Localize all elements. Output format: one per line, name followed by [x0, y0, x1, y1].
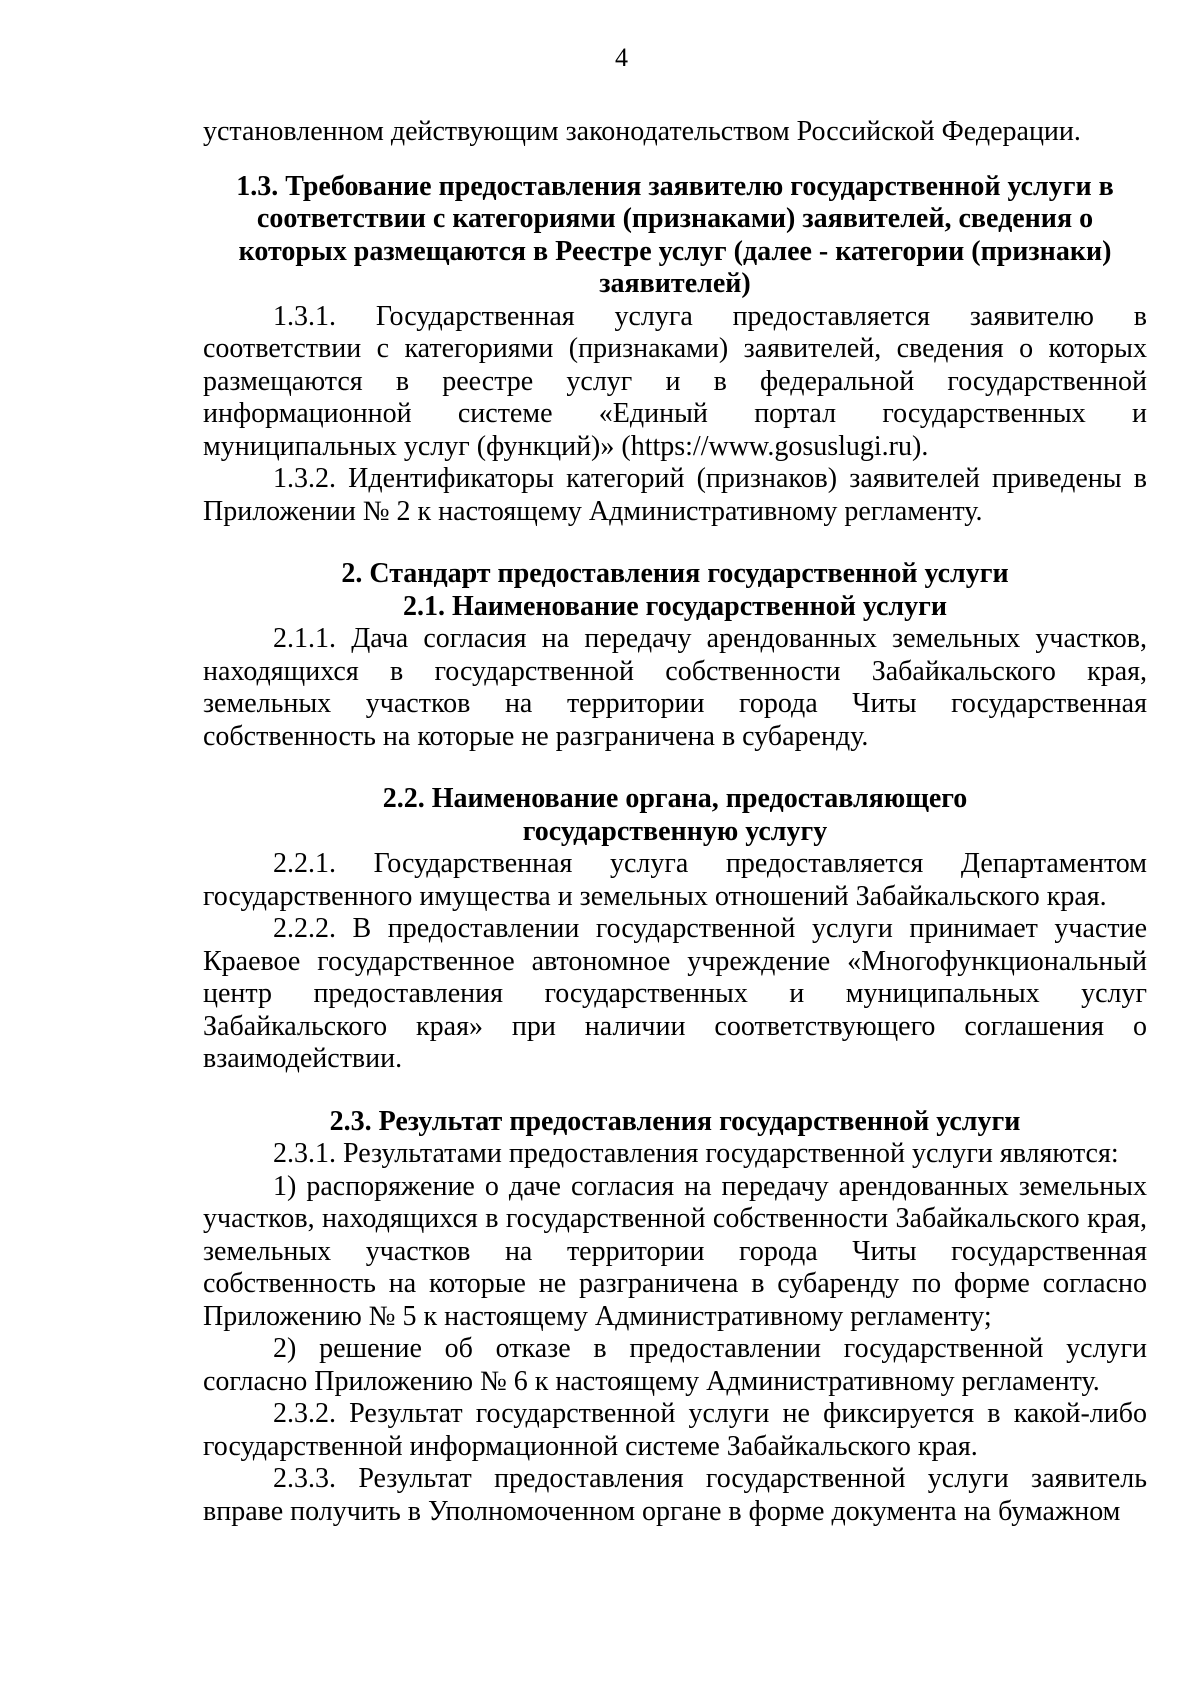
section-heading-2-3: 2.3. Результат предоставления государственной услуги [329, 1105, 1021, 1137]
list-item-result-1: 1) распоряжение о даче согласия на передачу арендованных земельных участков, находящихся в государственной собственности Забайкальского края, земельных участков на территории города Читы государственная собственность на которые не разграничена в субаренду по форме согласно Приложению № 5 к настоящему Административному регламенту; [203, 1170, 1147, 1332]
paragraph-2-2-1: 2.2.1. Государственная услуга предоставляется Департаментом государственного имущества и земельных отношений Забайкальского края. [203, 848, 1147, 912]
section-heading-2-1: 2.1. Наименование государственной услуги [403, 590, 947, 622]
paragraph-2-2-2: 2.2.2. В предоставлении государственной услуги принимает участие Краевое государственное автономное учреждение «Многофункциональный центр предоставления государственных и муниципальных услуг Забайкальского края» при наличии соответствующего соглашения о взаимодействии. [203, 913, 1147, 1074]
page-number: 4 [615, 43, 628, 72]
list-item-result-2: 2) решение об отказе в предоставлении государственной услуги согласно Приложению № 6 к настоящему Административному регламенту. [203, 1333, 1147, 1397]
lead-text: установленном действующим законодательством Российской Федерации. [203, 116, 1081, 147]
section-heading-1-3: 1.3. Требование предоставления заявителю государственной услуги в соответствии с категориями (признаками) заявителей, сведения о которых размещаются в Реестре услуг (далее - категории (признаки) заявителей) [236, 170, 1114, 299]
paragraph-2-3-2: 2.3.2. Результат государственной услуги не фиксируется в какой-либо государственной информационной системе Забайкальского края. [203, 1398, 1147, 1462]
paragraph-2-1-1: 2.1.1. Дача согласия на передачу арендованных земельных участков, находящихся в государственной собственности Забайкальского края, земельных участков на территории города Читы государственная собственность на которые не разграничена в субаренду. [203, 623, 1147, 752]
paragraph-2-3-1: 2.3.1. Результатами предоставления государственной услуги являются: [273, 1138, 1119, 1169]
paragraph-2-3-3: 2.3.3. Результат предоставления государственной услуги заявитель вправе получить в Уполномоченном органе в форме документа на бумажном [203, 1463, 1147, 1527]
document-body [203, 116, 1147, 1528]
section-heading-2: 2. Стандарт предоставления государственной услуги [341, 558, 1009, 589]
paragraph-1-3-2: 1.3.2. Идентификаторы категорий (признаков) заявителей приведены в Приложении № 2 к настоящему Административному регламенту. [203, 463, 1147, 527]
section-heading-2-2-line2: государственную услугу [522, 815, 828, 847]
paragraph-1-3-1: 1.3.1. Государственная услуга предоставляется заявителю в соответствии с категориями (признаками) заявителей, сведения о которых размещаются в реестре услуг и в федеральной государственной информационной системе «Единый портал государственных и муниципальных услуг (функций)» (https://www.gosuslugi.ru). [203, 300, 1147, 462]
section-heading-2-2-line1: 2.2. Наименование органа, предоставляющего [382, 783, 968, 814]
